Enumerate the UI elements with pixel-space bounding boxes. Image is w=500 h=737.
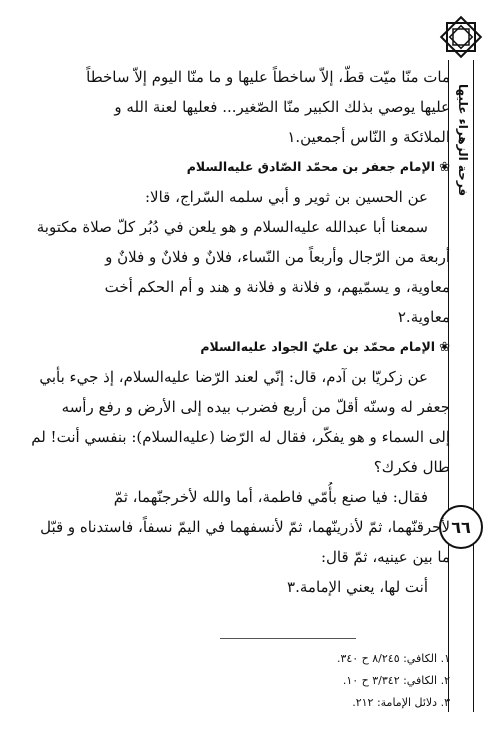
flower-bullet-icon: ❀ (439, 160, 450, 175)
footnote-separator (220, 638, 356, 639)
body-line: أربعة من الرّجال وأربعاً من النّساء، فلانٌ و فلانٌ و فلانٌ و (105, 248, 450, 266)
body-line: الملائكة و النّاس أجمعين.١ (287, 128, 450, 146)
body-line: عن زكريّا بن آدم، قال: إنّي لعند الرّضا عليه‌السلام، إذ جيء بأبي (39, 368, 428, 386)
body-line: ما بين عينيه، ثمّ قال: (320, 548, 450, 566)
footnote: ٢. الكافي: ٣/٣٤٢ ح ١٠. (342, 674, 450, 687)
body-line: إلى السماء و هو يفكّر، فقال له الرّضا (عليه‌السلام): بنفسي أنت! لم (31, 428, 450, 446)
body-line: مات منّا ميّت قطّ، إلاّ ساخطاً عليها و ما منّا اليوم إلاّ ساخطاً (86, 68, 450, 86)
page-body (20, 62, 450, 602)
section-heading-text: الإمام جعفر بن محمّد الصّادق عليه‌السلام (186, 159, 436, 174)
section-heading (20, 152, 450, 182)
body-line: سمعنا أبا عبدالله عليه‌السلام و هو يلعن في دُبُر كلّ صلاة مكتوبة (36, 218, 428, 236)
body-line: أنت لها، يعني الإمامة.٣ (287, 578, 428, 596)
section-heading (20, 332, 450, 362)
body-line: لأحرقنّهما، ثمّ لأذرينّهما، ثمّ لأنسفهما في اليمّ نسفاً، فاستدناه و قبّل (40, 518, 450, 536)
page-number: ٦٦ (439, 505, 483, 549)
footnote: ٣. دلائل الإمامة: ٢١٢. (352, 696, 450, 709)
footnote: ١. الكافي: ٨/٢٤٥ ح ٣٤٠. (336, 652, 450, 665)
running-title: فرحة الزهراء عليها (450, 86, 470, 196)
section-heading-text: الإمام محمّد بن عليّ الجواد عليه‌السلام (200, 339, 436, 354)
body-line: معاوية، و يسمّيهم، و فلانة و فلانة و هند و أم الحكم أخت (104, 278, 450, 296)
body-line: طال فكرك؟ (373, 458, 450, 476)
footnotes (210, 648, 450, 714)
body-line: معاوية.٢ (397, 308, 450, 326)
body-line: عن الحسين بن ثوير و أبي سلمه السّراج، قالا: (144, 188, 428, 206)
body-line: فقال: فيا صنع بأُمّي فاطمة، أما والله لأخرجنّهما، ثمّ (113, 488, 428, 506)
body-line: عليها يوصي بذلك الكبير منّا الصّغير... فعليها لعنة الله و (114, 98, 450, 116)
star-ornament-icon (438, 14, 484, 60)
body-line: جعفر له وسنّه أقلّ من أربع فضرب بيده إلى الأرض و رفع رأسه (61, 398, 450, 416)
flower-bullet-icon: ❀ (439, 340, 450, 355)
rail-line-right (473, 36, 474, 712)
